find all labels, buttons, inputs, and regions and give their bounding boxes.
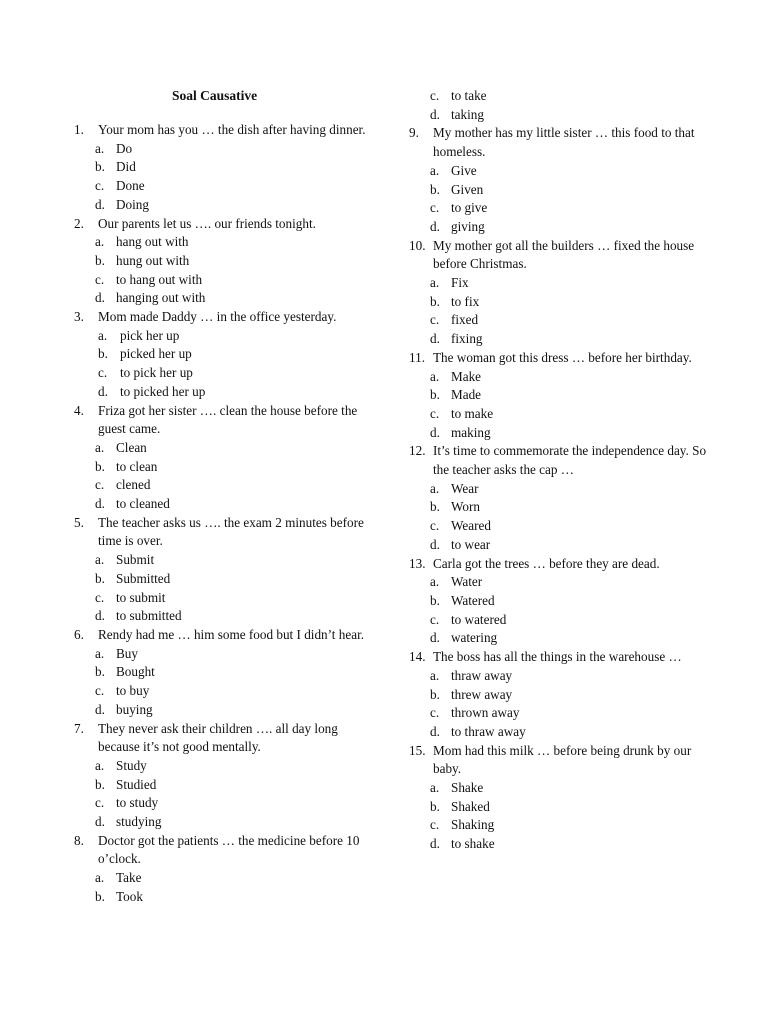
option (409, 498, 709, 517)
option (74, 177, 374, 196)
option-text: Buy (116, 645, 138, 661)
option-letter: b. (430, 293, 440, 309)
option (409, 835, 709, 854)
option-text: Made (451, 387, 482, 403)
option-text: to cleaned (116, 496, 170, 512)
option-letter: b. (430, 387, 440, 403)
option-letter: d. (430, 536, 440, 552)
option-letter: d. (430, 331, 440, 347)
option-text: Studied (116, 776, 157, 792)
option (74, 476, 374, 495)
option-text: Do (116, 140, 133, 156)
option-letter: c. (95, 795, 105, 811)
option-text: Make (451, 368, 482, 384)
option-text: Given (451, 181, 484, 197)
option (409, 368, 709, 387)
question-6 (74, 626, 374, 720)
option (74, 196, 374, 215)
question-12 (409, 442, 709, 554)
question-text: Your mom has you … the dish after having dinner. (98, 122, 366, 137)
option (409, 517, 709, 536)
option-letter: d. (430, 218, 440, 234)
option-text: fixing (451, 331, 483, 347)
option-text: Shaked (451, 798, 490, 814)
option-letter: c. (430, 88, 440, 103)
option (74, 888, 374, 907)
option (74, 458, 374, 477)
option-letter: b. (430, 798, 440, 814)
question-stem (74, 514, 374, 551)
option (409, 798, 709, 817)
option-text: to submitted (116, 608, 182, 624)
option (74, 271, 374, 290)
option-text: to watered (451, 611, 507, 627)
option-text: Take (116, 870, 142, 886)
option (74, 495, 374, 514)
question-text: My mother has my little sister … this food to that homeless. (433, 125, 695, 160)
option-letter: c. (95, 271, 105, 287)
question-number: 8. (74, 832, 84, 848)
option-letter: c. (430, 200, 440, 216)
option (409, 162, 709, 181)
option (409, 686, 709, 705)
option-letter: d. (430, 723, 440, 739)
option (409, 330, 709, 349)
option-text: to picked her up (120, 383, 206, 399)
option (74, 663, 374, 682)
option-text: Shake (451, 780, 484, 796)
option-letter: a. (98, 327, 108, 343)
option (409, 386, 709, 405)
question-text: Our parents let us …. our friends tonight. (98, 215, 316, 231)
option-text: Done (116, 178, 145, 194)
option-letter: d. (430, 106, 440, 122)
option-letter: c. (95, 589, 105, 605)
option (409, 480, 709, 499)
option-letter: b. (95, 570, 105, 586)
question-3 (74, 308, 374, 402)
question-text: Friza got her sister …. clean the house before the guest came. (98, 402, 358, 437)
option (409, 611, 709, 630)
option-text: making (451, 424, 491, 440)
option-text: to take (451, 88, 487, 103)
option-text: picked her up (120, 346, 192, 362)
option-letter: a. (95, 870, 105, 886)
option-letter: b. (430, 592, 440, 608)
option-letter: a. (430, 275, 440, 291)
option (74, 364, 374, 383)
question-1 (74, 121, 374, 215)
question-number: 11. (409, 349, 425, 365)
option-text: to fix (451, 293, 480, 309)
option (409, 181, 709, 200)
option-text: studying (116, 814, 162, 830)
option-letter: a. (95, 234, 105, 250)
option-letter: d. (95, 814, 105, 830)
question-stem (409, 742, 709, 779)
option-text: Worn (451, 499, 480, 515)
option-letter: b. (95, 159, 105, 175)
question-stem (74, 215, 374, 234)
option-text: Clean (116, 439, 147, 455)
option-text: hung out with (116, 252, 190, 268)
option-letter: c. (430, 817, 440, 833)
option (74, 327, 374, 346)
question-stem (409, 237, 709, 274)
question-4 (74, 402, 374, 514)
option (409, 405, 709, 424)
question-text: The boss has all the things in the warehouse … (433, 649, 682, 665)
option-text: Wear (451, 480, 479, 496)
option (409, 536, 709, 555)
option (74, 383, 374, 402)
question-number: 6. (74, 626, 84, 642)
option-letter: d. (430, 630, 440, 646)
option (74, 570, 374, 589)
option-letter: d. (95, 701, 105, 717)
option-letter: a. (430, 162, 440, 178)
question-number: 7. (74, 720, 84, 736)
option-letter: d. (95, 608, 105, 624)
question-stem (74, 832, 374, 869)
option (74, 345, 374, 364)
option-text: clened (116, 477, 151, 493)
question-2 (74, 215, 374, 309)
option (409, 592, 709, 611)
option-text: giving (451, 218, 485, 234)
option-text: Study (116, 757, 147, 773)
option-letter: b. (430, 686, 440, 702)
question-stem (409, 349, 709, 368)
option (74, 289, 374, 308)
question-10 (409, 237, 709, 349)
option-letter: b. (95, 458, 105, 474)
option-text: threw away (451, 686, 513, 702)
option-text: thrown away (451, 705, 520, 721)
option (74, 645, 374, 664)
option-text: hanging out with (116, 290, 206, 306)
option (409, 311, 709, 330)
option-text: to wear (451, 536, 491, 552)
question-stem (409, 648, 709, 667)
option-letter: c. (430, 312, 440, 328)
option-letter: a. (430, 667, 440, 683)
option (74, 776, 374, 795)
option (409, 723, 709, 742)
option-text: buying (116, 701, 153, 717)
option-text: to thraw away (451, 723, 526, 739)
question-13 (409, 555, 709, 649)
question-14 (409, 648, 709, 742)
option-text: Weared (451, 518, 491, 534)
question-number: 5. (74, 514, 84, 530)
question-number: 2. (74, 215, 84, 231)
option-letter: d. (430, 424, 440, 440)
option (409, 87, 709, 106)
question-5 (74, 514, 374, 626)
option-text: to clean (116, 458, 158, 474)
option (409, 106, 709, 125)
option (74, 140, 374, 159)
question-text: My mother got all the builders … fixed the house before Christmas. (433, 237, 695, 272)
question-number: 9. (409, 125, 419, 141)
option-letter: b. (95, 888, 105, 904)
option-letter: a. (95, 552, 105, 568)
option (409, 779, 709, 798)
option-letter: b. (95, 664, 105, 680)
option-letter: a. (95, 757, 105, 773)
option (74, 757, 374, 776)
option-text: to make (451, 405, 494, 421)
option-letter: d. (95, 496, 105, 512)
question-stem (409, 555, 709, 574)
option-letter: a. (430, 780, 440, 796)
option-text: to study (116, 795, 159, 811)
option-text: Fix (451, 275, 469, 291)
option-letter: c. (430, 611, 440, 627)
option-text: taking (451, 106, 484, 122)
option (74, 794, 374, 813)
option-letter: a. (430, 574, 440, 590)
question-11 (409, 349, 709, 443)
option-letter: d. (98, 383, 108, 399)
question-number: 3. (74, 309, 84, 325)
option-text: hang out with (116, 234, 189, 250)
option-text: Watered (451, 592, 495, 608)
right-column (409, 87, 709, 854)
option (74, 439, 374, 458)
question-number: 4. (74, 402, 84, 418)
option (409, 274, 709, 293)
question-stem (74, 121, 374, 140)
option (74, 589, 374, 608)
option-text: watering (451, 630, 498, 646)
option-letter: b. (95, 776, 105, 792)
option-letter: c. (95, 477, 105, 493)
option-text: Doing (116, 196, 149, 212)
option-letter: b. (98, 346, 108, 362)
question-stem (74, 308, 374, 327)
option-text: Water (451, 574, 483, 590)
option-text: thraw away (451, 667, 513, 683)
option (409, 573, 709, 592)
question-text: Mom made Daddy … in the office yesterday. (98, 309, 337, 325)
question-text: The woman got this dress … before her birthday. (433, 349, 692, 365)
option-text: to shake (451, 836, 495, 852)
option-letter: c. (95, 178, 105, 194)
option (74, 551, 374, 570)
left-column (74, 121, 374, 907)
option-letter: a. (95, 140, 105, 156)
option-text: Took (116, 888, 143, 904)
question-stem (74, 626, 374, 645)
option (409, 704, 709, 723)
question-stem (409, 124, 709, 161)
question-stem (409, 442, 709, 479)
option-text: Give (451, 162, 477, 178)
option-text: Submitted (116, 570, 171, 586)
option-text: Did (116, 159, 136, 175)
question-text: Carla got the trees … before they are dead. (433, 555, 660, 571)
question-8 (74, 832, 374, 907)
question-text: They never ask their children …. all day long because it’s not good mentally. (98, 720, 338, 755)
option-letter: a. (430, 368, 440, 384)
option-letter: c. (430, 518, 440, 534)
option-text: to submit (116, 589, 166, 605)
option (74, 869, 374, 888)
option-text: to pick her up (120, 365, 193, 381)
option-letter: c. (98, 365, 108, 381)
option-letter: b. (430, 181, 440, 197)
question-text: Mom had this milk … before being drunk by our baby. (433, 742, 692, 777)
option (409, 816, 709, 835)
option (409, 218, 709, 237)
option-letter: d. (430, 836, 440, 852)
option (74, 158, 374, 177)
question-stem (74, 402, 374, 439)
option (74, 252, 374, 271)
option (409, 293, 709, 312)
option-letter: a. (430, 480, 440, 496)
option-letter: b. (95, 252, 105, 268)
option-text: to buy (116, 683, 150, 699)
option-letter: b. (430, 499, 440, 515)
option (74, 607, 374, 626)
question-15 (409, 742, 709, 854)
option-letter: a. (95, 645, 105, 661)
question-8-continued (409, 87, 709, 124)
question-9 (409, 124, 709, 236)
option-text: Shaking (451, 817, 495, 833)
question-text: It’s time to commemorate the independence day. So the teacher asks the cap … (433, 443, 707, 478)
option-letter: d. (95, 196, 105, 212)
option-text: pick her up (120, 327, 180, 343)
question-stem (74, 720, 374, 757)
option-text: Submit (116, 552, 155, 568)
option (409, 424, 709, 443)
option-letter: c. (430, 405, 440, 421)
option-text: to hang out with (116, 271, 203, 287)
option-text: Bought (116, 664, 155, 680)
option (74, 233, 374, 252)
question-number: 15. (409, 742, 426, 758)
option-letter: c. (95, 683, 105, 699)
question-7 (74, 720, 374, 832)
option-letter: a. (95, 439, 105, 455)
option (409, 667, 709, 686)
option-text: fixed (451, 312, 479, 328)
question-number: 14. (409, 649, 426, 665)
question-number: 10. (409, 237, 426, 253)
option-letter: d. (95, 290, 105, 306)
option-letter: c. (430, 705, 440, 721)
option-text: to give (451, 200, 488, 216)
question-text: Doctor got the patients … the medicine before 10 o’clock. (98, 832, 360, 867)
option (74, 813, 374, 832)
option (409, 199, 709, 218)
question-text: Rendy had me … him some food but I didn’t hear. (98, 626, 365, 642)
option (74, 701, 374, 720)
page-title: Soal Causative (172, 88, 258, 103)
question-number: 13. (409, 555, 426, 571)
question-number: 1. (74, 122, 84, 137)
option (409, 629, 709, 648)
question-text: The teacher asks us …. the exam 2 minutes before time is over. (98, 514, 364, 549)
question-number: 12. (409, 443, 426, 459)
option (74, 682, 374, 701)
